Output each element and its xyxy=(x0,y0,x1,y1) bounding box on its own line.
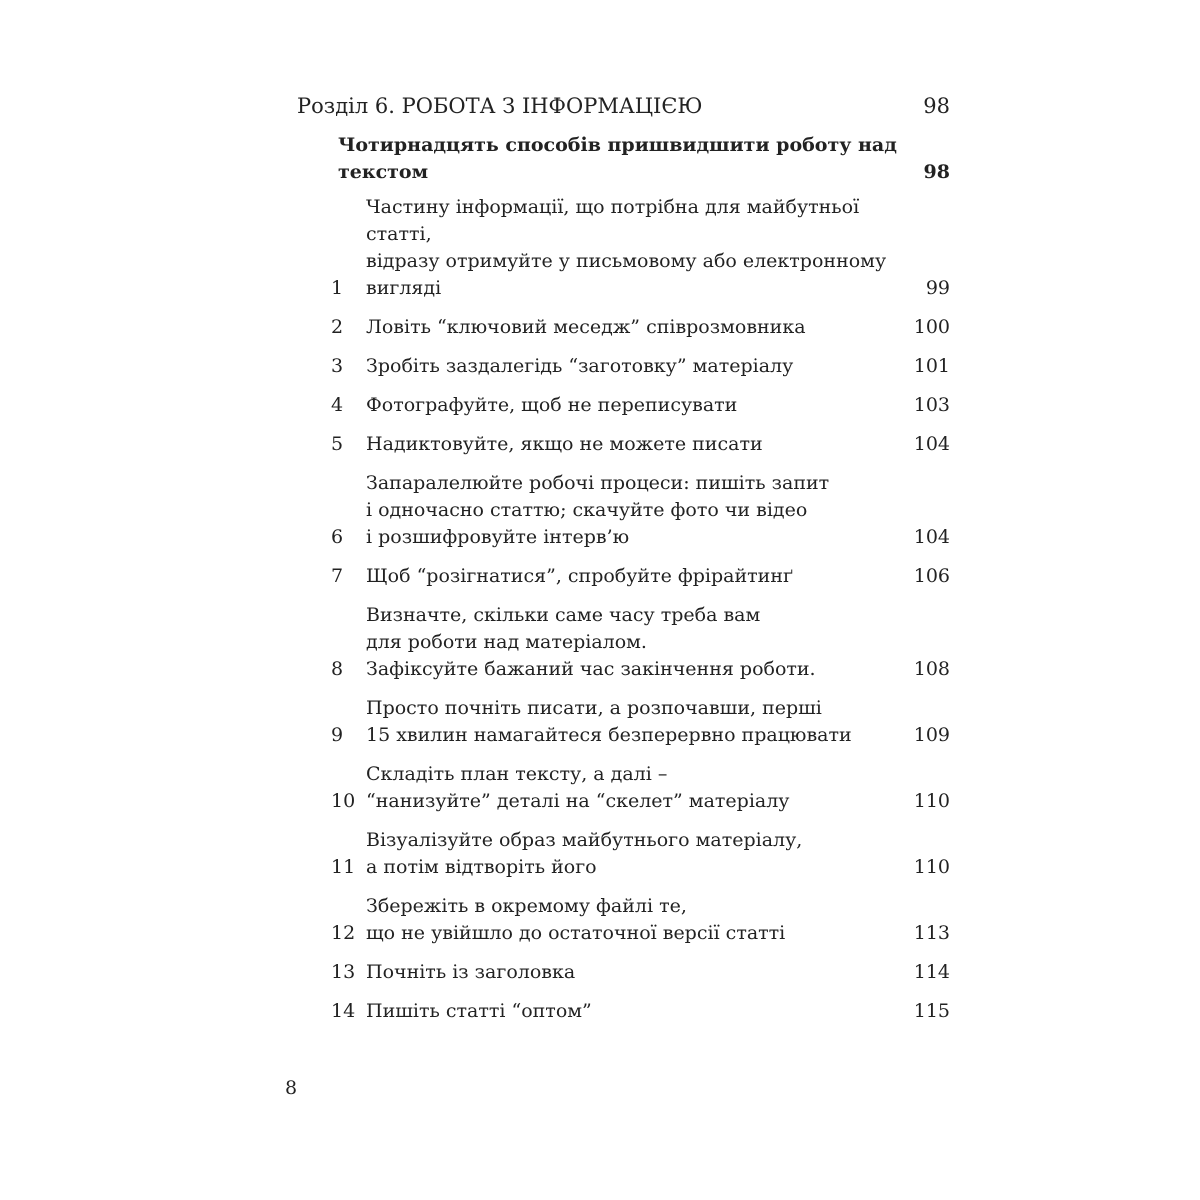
section-entry xyxy=(338,132,950,186)
toc-item xyxy=(297,959,950,986)
chapter-title: Розділ 6. РОБОТА З ІНФОРМАЦІЄЮ xyxy=(297,94,703,118)
toc-item-title: Частину інформації, що потрібна для майбутньої статті, відразу отримуйте у письмовому або електронному вигляді xyxy=(366,196,887,299)
toc-item-title: Запаралелюйте робочі процеси: пишіть запит і одночасно статтю; скачуйте фото чи відео і розшифровуйте інтерв’ю xyxy=(366,472,830,548)
toc-item xyxy=(297,353,950,380)
toc-item-number: 9 xyxy=(331,724,344,746)
toc-item-title: Почніть із заголовка xyxy=(366,961,576,983)
chapter-page-number: 98 xyxy=(923,94,950,118)
toc-item-number: 13 xyxy=(331,961,356,983)
toc-item-page-number: 110 xyxy=(913,790,950,812)
section-title: Чотирнадцять способів пришвидшити роботу над текстом xyxy=(338,134,897,183)
toc-item-page-number: 109 xyxy=(913,724,950,746)
toc-item-number: 2 xyxy=(331,316,344,338)
toc-item-number: 14 xyxy=(331,1000,356,1022)
toc-item-page-number: 103 xyxy=(913,394,950,416)
toc-item-title: Щоб “розігнатися”, спробуйте фрірайтинґ xyxy=(366,565,794,587)
toc-item xyxy=(297,194,950,302)
toc-item xyxy=(297,827,950,881)
page-number: 8 xyxy=(285,1077,298,1099)
toc-item xyxy=(297,695,950,749)
toc-item-number: 6 xyxy=(331,526,344,548)
toc-item-title: Фотографуйте, щоб не переписувати xyxy=(366,394,738,416)
toc-item-number: 4 xyxy=(331,394,344,416)
toc-item xyxy=(297,563,950,590)
toc-item xyxy=(297,431,950,458)
toc-item-number: 12 xyxy=(331,922,356,944)
toc-item xyxy=(297,392,950,419)
chapter-entry xyxy=(297,92,950,120)
toc-item-page-number: 110 xyxy=(913,856,950,878)
section-page-number: 98 xyxy=(923,161,950,183)
toc-item-number: 1 xyxy=(331,277,344,299)
toc-item-number: 3 xyxy=(331,355,344,377)
toc-item-number: 8 xyxy=(331,658,344,680)
toc-item-title: Візуалізуйте образ майбутнього матеріалу, а потім відтворіть його xyxy=(366,829,803,878)
toc-item xyxy=(297,470,950,551)
toc-item-number: 7 xyxy=(331,565,344,587)
toc-item xyxy=(297,893,950,947)
toc-item-title: Визначте, скільки саме часу треба вам для роботи над матеріалом. Зафіксуйте бажаний час закінчення роботи. xyxy=(366,604,816,680)
toc-item-page-number: 114 xyxy=(913,961,950,983)
toc-item-title: Збережіть в окремому файлі те, що не увійшло до остаточної версії статті xyxy=(366,895,786,944)
toc-item-page-number: 113 xyxy=(913,922,950,944)
toc-item-title: Пишіть статті “оптом” xyxy=(366,1000,592,1022)
toc-item-page-number: 115 xyxy=(913,1000,950,1022)
table-of-contents xyxy=(297,92,950,1037)
toc-item xyxy=(297,602,950,683)
toc-item-title: Надиктовуйте, якщо не можете писати xyxy=(366,433,763,455)
toc-item xyxy=(297,761,950,815)
toc-item-page-number: 104 xyxy=(913,526,950,548)
toc-item-title: Зробіть заздалегідь “заготовку” матеріалу xyxy=(366,355,794,377)
toc-item xyxy=(297,314,950,341)
toc-item-title: Просто почніть писати, а розпочавши, перші 15 хвилин намагайтеся безперервно працювати xyxy=(366,697,852,746)
toc-items-list xyxy=(297,194,950,1025)
toc-item xyxy=(297,998,950,1025)
toc-item-number: 5 xyxy=(331,433,344,455)
toc-item-number: 10 xyxy=(331,790,356,812)
toc-item-page-number: 108 xyxy=(913,658,950,680)
toc-item-page-number: 104 xyxy=(913,433,950,455)
toc-item-page-number: 100 xyxy=(913,316,950,338)
toc-item-page-number: 99 xyxy=(925,277,950,299)
toc-item-title: Ловіть “ключовий меседж” співрозмовника xyxy=(366,316,806,338)
toc-item-page-number: 106 xyxy=(913,565,950,587)
toc-item-number: 11 xyxy=(331,856,356,878)
toc-item-title: Складіть план тексту, а далі – “нанизуйте” деталі на “скелет” матеріалу xyxy=(366,763,790,812)
toc-item-page-number: 101 xyxy=(913,355,950,377)
